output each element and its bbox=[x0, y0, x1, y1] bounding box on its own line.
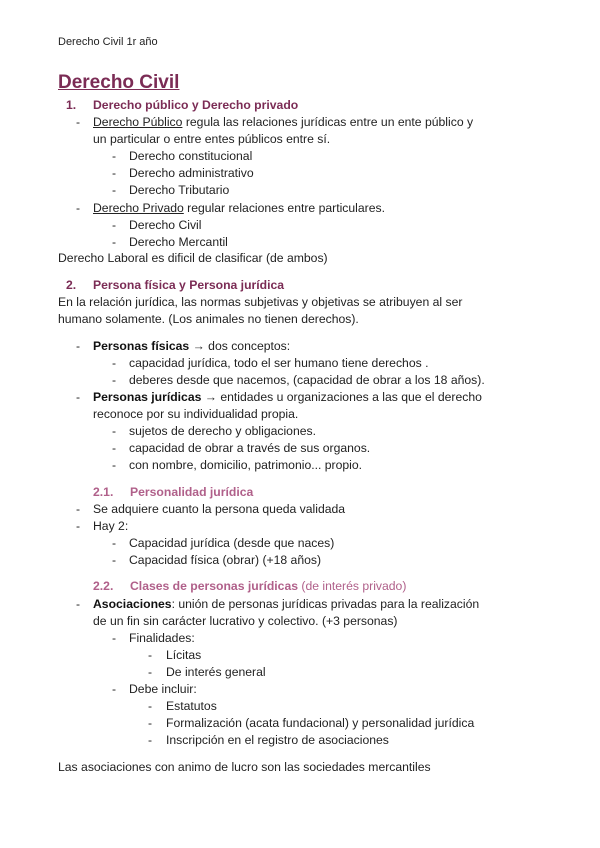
section-2-2-title: Clases de personas jurídicas bbox=[130, 579, 298, 593]
list-item: Estatutos bbox=[166, 699, 217, 713]
list-item: Formalización (acata fundacional) y personalidad jurídica bbox=[166, 716, 475, 730]
list-item: Inscripción en el registro de asociaciones bbox=[166, 733, 389, 747]
list-item: Capacidad física (obrar) (+18 años) bbox=[129, 553, 322, 567]
asociaciones-term: Asociaciones bbox=[93, 597, 172, 611]
dash-bullet: - bbox=[148, 716, 153, 730]
personas-fisicas-line bbox=[93, 338, 290, 355]
list-item: Lícitas bbox=[166, 648, 202, 662]
derecho-privado-term: Derecho Privado bbox=[93, 201, 184, 215]
list-item: deberes desde que nacemos, (capacidad de obrar a los 18 años). bbox=[129, 373, 485, 387]
derecho-privado-text: regular relaciones entre particulares. bbox=[183, 201, 385, 215]
list-item: Capacidad jurídica (desde que naces) bbox=[129, 536, 335, 550]
document-title: Derecho Civil bbox=[58, 72, 180, 93]
closing-note: Las asociaciones con animo de lucro son las sociedades mercantiles bbox=[58, 760, 431, 774]
dash-bullet: - bbox=[112, 166, 117, 180]
list-item: Derecho Tributario bbox=[129, 183, 230, 197]
derecho-publico-line bbox=[93, 114, 473, 131]
dash-bullet: - bbox=[76, 115, 81, 129]
asociaciones-line bbox=[93, 596, 479, 613]
list-item: Derecho Mercantil bbox=[129, 235, 228, 249]
section-2-1-number: 2.1. bbox=[93, 485, 114, 499]
section-2-title: Persona física y Persona jurídica bbox=[93, 278, 285, 292]
dash-bullet: - bbox=[76, 519, 81, 533]
section-1-number: 1. bbox=[66, 98, 77, 112]
derecho-publico-text: regula las relaciones jurídicas entre un ente público y bbox=[182, 115, 474, 129]
dash-bullet: - bbox=[112, 235, 117, 249]
list-item: Se adquiere cuanto la persona queda validada bbox=[93, 502, 346, 516]
dash-bullet: - bbox=[76, 597, 81, 611]
dash-bullet: - bbox=[112, 424, 117, 438]
section-2-intro-cont: humano solamente. (Los animales no tienen derechos). bbox=[58, 312, 359, 326]
personas-juridicas-term: Personas jurídicas bbox=[93, 390, 202, 404]
dash-bullet: - bbox=[112, 631, 117, 645]
personas-juridicas-text: → entidades u organizaciones a las que el derecho bbox=[201, 390, 482, 404]
dash-bullet: - bbox=[76, 502, 81, 516]
personas-juridicas-line bbox=[93, 389, 482, 406]
dash-bullet: - bbox=[148, 699, 153, 713]
dash-bullet: - bbox=[76, 201, 81, 215]
personas-fisicas-text: → dos conceptos: bbox=[189, 339, 291, 353]
debe-incluir-label: Debe incluir: bbox=[129, 682, 197, 696]
list-item: capacidad jurídica, todo el ser humano tiene derechos . bbox=[129, 356, 429, 370]
list-item: con nombre, domicilio, patrimonio... propio. bbox=[129, 458, 363, 472]
dash-bullet: - bbox=[76, 339, 81, 353]
dash-bullet: - bbox=[112, 373, 117, 387]
dash-bullet: - bbox=[112, 682, 117, 696]
page-header: Derecho Civil 1r año bbox=[58, 36, 158, 48]
derecho-publico-text-cont: un particular o entre entes públicos entre sí. bbox=[93, 132, 331, 146]
list-item: Derecho administrativo bbox=[129, 166, 254, 180]
derecho-privado-line bbox=[93, 200, 385, 217]
list-item: capacidad de obrar a través de sus organos. bbox=[129, 441, 371, 455]
section-1-title: Derecho público y Derecho privado bbox=[93, 98, 299, 112]
list-item: Derecho constitucional bbox=[129, 149, 253, 163]
dash-bullet: - bbox=[112, 183, 117, 197]
section-2-number: 2. bbox=[66, 278, 77, 292]
dash-bullet: - bbox=[112, 441, 117, 455]
section-2-2-number: 2.2. bbox=[93, 579, 114, 593]
dash-bullet: - bbox=[112, 356, 117, 370]
dash-bullet: - bbox=[148, 665, 153, 679]
dash-bullet: - bbox=[112, 553, 117, 567]
dash-bullet: - bbox=[112, 149, 117, 163]
list-item: Hay 2: bbox=[93, 519, 129, 533]
personas-juridicas-text-cont: reconoce por su individualidad propia. bbox=[93, 407, 299, 421]
list-item: sujetos de derecho y obligaciones. bbox=[129, 424, 316, 438]
finalidades-label: Finalidades: bbox=[129, 631, 195, 645]
asociaciones-text: : unión de personas jurídicas privadas para la realización bbox=[171, 597, 480, 611]
dash-bullet: - bbox=[112, 536, 117, 550]
derecho-laboral-note: Derecho Laboral es dificil de clasificar (de ambos) bbox=[58, 251, 328, 265]
asociaciones-text-cont: de un fin sin carácter lucrativo y colectivo. (+3 personas) bbox=[93, 614, 398, 628]
section-2-2-note: (de interés privado) bbox=[298, 579, 407, 593]
personas-fisicas-term: Personas físicas bbox=[93, 339, 190, 353]
dash-bullet: - bbox=[148, 648, 153, 662]
section-2-intro: En la relación jurídica, las normas subjetivas y objetivas se atribuyen al ser bbox=[58, 295, 463, 309]
dash-bullet: - bbox=[112, 218, 117, 232]
derecho-publico-term: Derecho Público bbox=[93, 115, 183, 129]
list-item: De interés general bbox=[166, 665, 266, 679]
section-2-2-title-line bbox=[130, 578, 406, 595]
list-item: Derecho Civil bbox=[129, 218, 202, 232]
dash-bullet: - bbox=[112, 458, 117, 472]
dash-bullet: - bbox=[76, 390, 81, 404]
dash-bullet: - bbox=[148, 733, 153, 747]
section-2-1-title: Personalidad jurídica bbox=[130, 485, 254, 499]
